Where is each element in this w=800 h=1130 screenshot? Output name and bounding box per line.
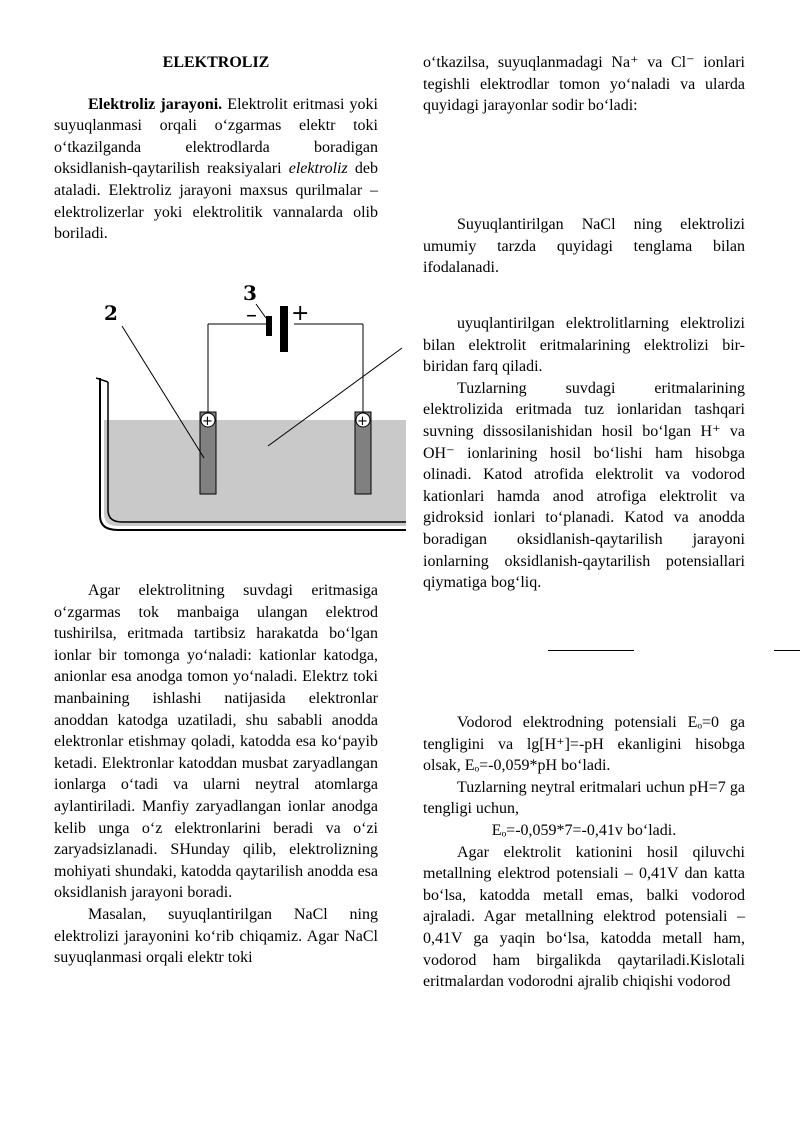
equation-rule-2 — [774, 650, 800, 651]
paragraph-salt-solutions: Tuzlarning suvdagi eritmalarining elektrolizida eritmada tuz ionlaridan tashqari suvning dissosilanishidan hosil boʻlgan H⁺ va OH⁻ ionlarining hosil boʻlishi ham hisobga olinadi. Katod atrofida elektrolit va vodorod kationlari hamda anod atrofiga elektrolit va gidroksid ionlari toʻplanadi. Katod va anodda boradigan oksidlanish-qaytarilish jarayoni ionlarning oksidlanish-qaytarilish potensiallari qiymatiga bogʻliq. — [423, 379, 745, 592]
electrolysis-cell-svg — [96, 282, 406, 532]
paragraph-nacl-equation-intro: Suyuqlantirilgan NaCl ning elektrolizi umumiy tarzda quyidagi tenglama bilan ifodalanadi. — [423, 216, 745, 277]
equation-rule-1 — [548, 650, 634, 651]
paragraph-cathode-metal: Agar elektrolit kationini hosil qiluvchi metallning elektrod potensiali – 0,41V dan katta boʻlsa, katodda metall emas, balki vodorod ajraladi. Agar metallning elektrod potensiali – 0,41V ga yaqin boʻlsa, katodda metall ham, vodorod ham birgalikda qaytariladi.Kislotali eritmalardan vodorodni ajralib chiqishi vodorod — [423, 843, 745, 991]
right-block-4 — [423, 712, 745, 993]
right-column — [423, 52, 745, 117]
paragraph-ions-move: oʻtkazilsa, suyuqlanmadagi Na⁺ va Cl⁻ ionlari tegishli elektrodlar tomon yoʻnaladi va ularda quyidagi jarayonlar sodir boʻladi: — [423, 54, 745, 115]
anode-sign: + — [357, 414, 368, 429]
label-2: 2 — [104, 301, 118, 325]
paragraph-electrolysis-mechanism: Agar elektrolitning suvdagi eritmasiga oʻzgarmas tok manbaiga ulangan elektrod tushirilsa, eritmada tartibsiz harakatda boʻlgan ionlar bir tomonga yoʻnaladi: kationlar katodga, anionlar esa anodga tomon yoʻnaladi. Elektrz toki manbaining ishlashi natijasida elektronlar anoddan katodga uzatiladi, shu sababli anodda elektronlar etishmay qoladi, katodda esa koʻpayib ketadi. Elektronlar katoddan musbat zaryadlangan ionlarga oʻtadi va ularni neytral atomlarga aylantiriladi. Manfiy zaryadlangan ionlar anodga kelib unga oʻz elektronlarini beradi va oʻzi zaryadsizlanadi. SHunday qilib, elektrolizning mohiyati shundaki, katodda qaytarilish anodda esa oksidlanish jarayoni boradi. — [54, 582, 378, 902]
paragraph-hydrogen-potential: Vodorod elektrodning potensiali Eₒ=0 ga tengligini va lg[H⁺]=-pH ekanligini hisobga olsak, Eₒ=-0,059*pH boʻladi. — [423, 714, 745, 775]
left-column — [54, 52, 378, 245]
paragraph-intro: Elektroliz jarayoni. Elektrolit eritmasi yoki suyuqlanmasi orqali oʻzgarmas elektr toki oʻtkazilganda elektrodlarda boradigan oksidlanish-qaytarilish reaksiyalari elektroliz deb ataladi. Elektroliz jarayoni maxsus qurilmalar – elektrolizerlar yoki elektrolitik vannalarda olib boriladi. — [54, 95, 378, 243]
intro-heading: Elektroliz jarayoni. — [88, 95, 223, 113]
term-elektroliz: elektroliz — [288, 160, 348, 178]
electrolysis-diagram — [96, 282, 406, 532]
left-column-lower — [54, 580, 378, 969]
page-title: ELEKTROLIZ — [162, 54, 270, 71]
battery-minus-sign: – — [246, 303, 257, 328]
paragraph-melt-vs-solution: uyuqlantirilgan elektrolitlarning elektrolizi bilan elektrolit eritmalarining elektrolizi bir-biridan farq qiladi. — [423, 315, 745, 376]
equation-potential: Eₒ=-0,059*7=-0,41v boʻladi. — [491, 821, 677, 839]
right-block-3 — [423, 313, 745, 594]
leader-line-3 — [256, 304, 266, 318]
label-3: 3 — [243, 282, 257, 305]
battery-plus-sign: + — [291, 301, 310, 326]
paragraph-nacl-example: Masalan, suyuqlantirilgan NaCl ning elektrolizi jarayonini koʻrib chiqamiz. Agar NaCl suyuqlanmasi orqali elektr toki — [54, 905, 378, 967]
cathode-sign: + — [202, 414, 213, 429]
paragraph-neutral-ph: Tuzlarning neytral eritmalari uchun pH=7 ga tengligi uchun, — [423, 778, 745, 818]
battery-positive-plate — [280, 306, 288, 352]
right-block-2 — [423, 214, 745, 279]
battery-negative-plate — [266, 316, 272, 336]
